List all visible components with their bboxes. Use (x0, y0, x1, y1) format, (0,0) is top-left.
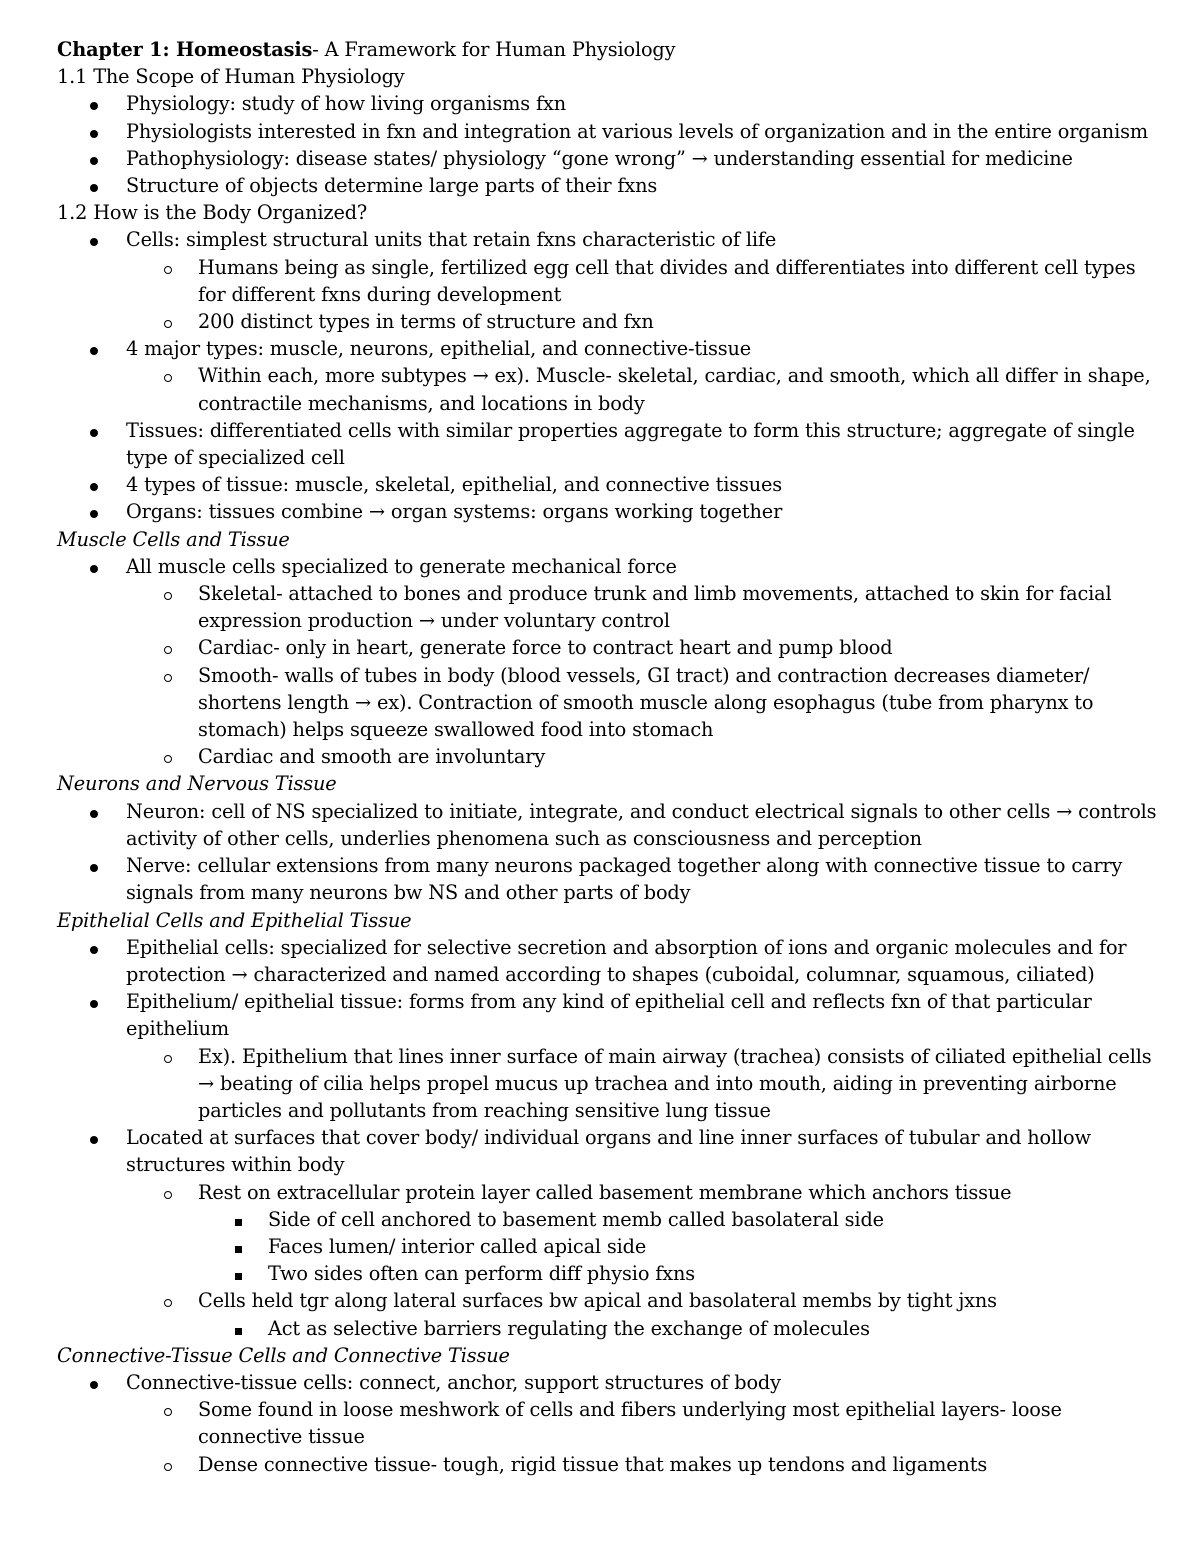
sub-bullet-item: Some found in loose meshwork of cells and fibers underlying most epithelial layers- loose connective tissue (57, 1396, 1167, 1450)
bullet-item: Physiologists interested in fxn and integration at various levels of organization and in the entire organism (57, 118, 1167, 145)
bullet-dot-icon (90, 118, 98, 145)
document-page (57, 36, 1167, 1478)
bullet-dot-icon (90, 335, 98, 362)
sub-bullet-item: Ex). Epithelium that lines inner surface of main airway (trachea) consists of ciliated epithelial cells → beating of cilia helps propel mucus up trachea and into mouth, aiding in preventing airborne particles and pollutants from reaching sensitive lung tissue (57, 1043, 1167, 1125)
bullet-item: 4 types of tissue: muscle, skeletal, epithelial, and connective tissues (57, 471, 1167, 498)
subheading-neurons: Neurons and Nervous Tissue (57, 772, 337, 796)
bullet-dot-icon (90, 1369, 98, 1396)
chapter-subtitle: - A Framework for Human Physiology (312, 38, 676, 61)
bullet-dot-icon (90, 852, 98, 879)
section-heading-1-2: 1.2 How is the Body Organized? (57, 201, 368, 225)
bullet-item: Connective-tissue cells: connect, anchor, support structures of body (57, 1369, 1167, 1396)
bullet-item: Epithelium/ epithelial tissue: forms from any kind of epithelial cell and reflects fxn of that particular epithelium (57, 988, 1167, 1042)
bullet-circle-icon (164, 580, 172, 607)
sub-sub-bullet-item: Act as selective barriers regulating the exchange of molecules (57, 1315, 1167, 1342)
bullet-circle-icon (164, 1451, 172, 1478)
bullet-item: Nerve: cellular extensions from many neurons packaged together along with connective tissue to carry signals from many neurons bw NS and other parts of body (57, 852, 1167, 906)
bullet-circle-icon (164, 1043, 172, 1070)
sub-bullet-item: Cardiac and smooth are involuntary (57, 743, 1167, 770)
bullet-item: Physiology: study of how living organisms fxn (57, 90, 1167, 117)
bullet-item: Structure of objects determine large parts of their fxns (57, 172, 1167, 199)
bullet-item: 4 major types: muscle, neurons, epithelial, and connective-tissue (57, 335, 1167, 362)
bullet-item: Tissues: differentiated cells with similar properties aggregate to form this structure; aggregate of single type of specialized cell (57, 417, 1167, 471)
bullet-dot-icon (90, 90, 98, 117)
subheading-epithelial: Epithelial Cells and Epithelial Tissue (57, 908, 412, 932)
bullet-circle-icon (164, 308, 172, 335)
bullet-dot-icon (90, 172, 98, 199)
sub-bullet-item: Humans being as single, fertilized egg cell that divides and differentiates into different cell types for different fxns during development (57, 254, 1167, 308)
bullet-dot-icon (90, 553, 98, 580)
sub-sub-bullet-item: Side of cell anchored to basement memb called basolateral side (57, 1206, 1167, 1233)
bullet-dot-icon (90, 498, 98, 525)
bullet-circle-icon (164, 634, 172, 661)
bullet-square-icon (235, 1206, 242, 1233)
bullet-item: Cells: simplest structural units that retain fxns characteristic of life (57, 226, 1167, 253)
bullet-square-icon (235, 1233, 242, 1260)
subheading-muscle: Muscle Cells and Tissue (57, 527, 290, 551)
chapter-heading (57, 36, 1167, 63)
bullet-circle-icon (164, 1179, 172, 1206)
sub-bullet-item: 200 distinct types in terms of structure and fxn (57, 308, 1167, 335)
bullet-circle-icon (164, 1287, 172, 1314)
bullet-dot-icon (90, 471, 98, 498)
sub-bullet-item: Rest on extracellular protein layer called basement membrane which anchors tissue (57, 1179, 1167, 1206)
sub-bullet-item: Cardiac- only in heart, generate force to contract heart and pump blood (57, 634, 1167, 661)
chapter-label: Chapter 1: Homeostasis (57, 38, 313, 61)
bullet-circle-icon (164, 362, 172, 389)
bullet-dot-icon (90, 145, 98, 172)
bullet-item: Neuron: cell of NS specialized to initiate, integrate, and conduct electrical signals to other cells → controls activity of other cells, underlies phenomena such as consciousness and perception (57, 798, 1167, 852)
bullet-circle-icon (164, 662, 172, 689)
sub-bullet-item: Smooth- walls of tubes in body (blood vessels, GI tract) and contraction decreases diameter/ shortens length → ex). Contraction of smooth muscle along esophagus (tube from pharynx to stomach) helps squeeze swallowed food into stomach (57, 662, 1167, 744)
bullet-dot-icon (90, 1124, 98, 1151)
bullet-dot-icon (90, 226, 98, 253)
bullet-circle-icon (164, 1396, 172, 1423)
bullet-square-icon (235, 1260, 242, 1287)
bullet-dot-icon (90, 798, 98, 825)
subheading-connective: Connective-Tissue Cells and Connective Tissue (57, 1343, 510, 1367)
section-heading-1-1: 1.1 The Scope of Human Physiology (57, 65, 405, 89)
bullet-item: All muscle cells specialized to generate mechanical force (57, 553, 1167, 580)
bullet-dot-icon (90, 417, 98, 444)
sub-bullet-item: Skeletal- attached to bones and produce trunk and limb movements, attached to skin for facial expression production → under voluntary control (57, 580, 1167, 634)
bullet-circle-icon (164, 254, 172, 281)
sub-sub-bullet-item: Two sides often can perform diff physio fxns (57, 1260, 1167, 1287)
sub-bullet-item: Within each, more subtypes → ex). Muscle- skeletal, cardiac, and smooth, which all differ in shape, contractile mechanisms, and locations in body (57, 362, 1167, 416)
bullet-item: Epithelial cells: specialized for selective secretion and absorption of ions and organic molecules and for protection → characterized and named according to shapes (cuboidal, columnar, squamous, ciliated) (57, 934, 1167, 988)
bullet-circle-icon (164, 743, 172, 770)
bullet-dot-icon (90, 988, 98, 1015)
bullet-dot-icon (90, 934, 98, 961)
bullet-item: Located at surfaces that cover body/ individual organs and line inner surfaces of tubular and hollow structures within body (57, 1124, 1167, 1178)
bullet-item: Pathophysiology: disease states/ physiology “gone wrong” → understanding essential for medicine (57, 145, 1167, 172)
sub-bullet-item: Dense connective tissue- tough, rigid tissue that makes up tendons and ligaments (57, 1451, 1167, 1478)
sub-sub-bullet-item: Faces lumen/ interior called apical side (57, 1233, 1167, 1260)
sub-bullet-item: Cells held tgr along lateral surfaces bw apical and basolateral membs by tight jxns (57, 1287, 1167, 1314)
bullet-square-icon (235, 1315, 242, 1342)
bullet-item: Organs: tissues combine → organ systems: organs working together (57, 498, 1167, 525)
